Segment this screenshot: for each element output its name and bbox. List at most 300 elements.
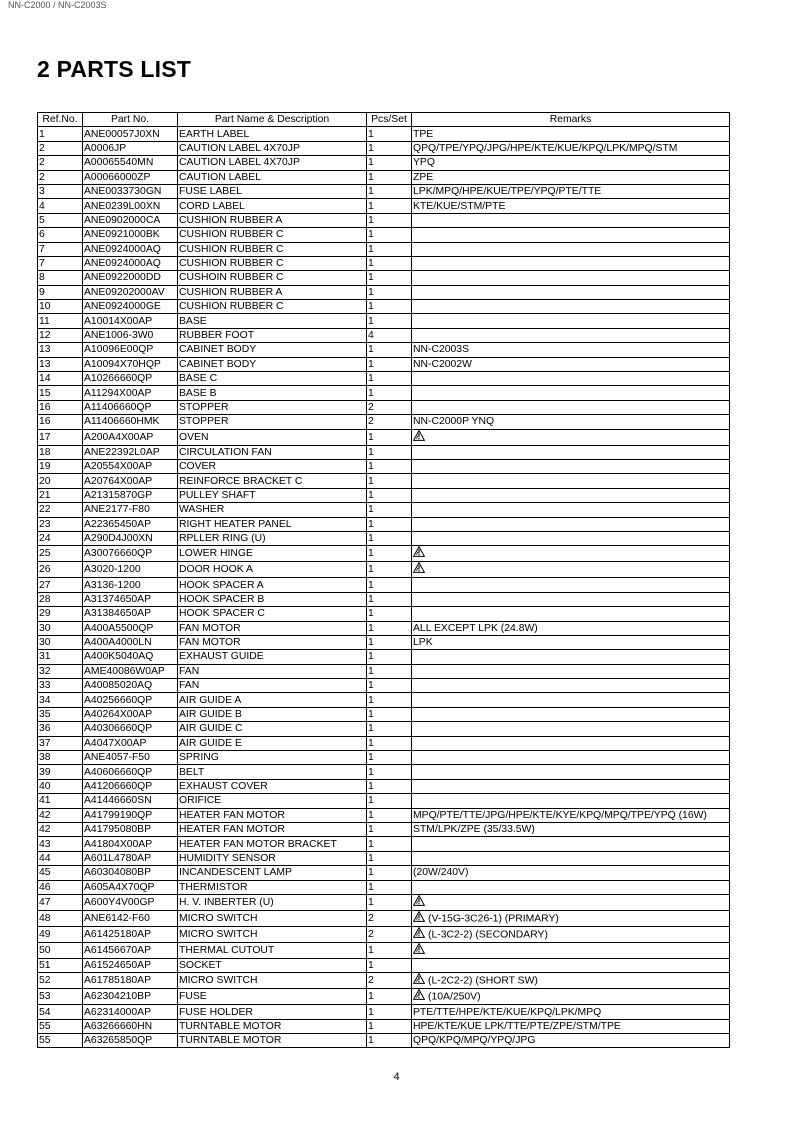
ref-no-cell: 32 xyxy=(38,664,83,678)
pcs-set-cell: 2 xyxy=(367,415,412,429)
ref-no-cell: 39 xyxy=(38,765,83,779)
part-no-cell: A61456670AP xyxy=(83,942,178,958)
part-no-cell: ANE0033730GN xyxy=(83,184,178,198)
table-row xyxy=(38,562,730,578)
part-no-cell: A40606660QP xyxy=(83,765,178,779)
part-no-cell: A31374650AP xyxy=(83,592,178,606)
table-row xyxy=(38,664,730,678)
remarks-cell xyxy=(412,415,730,429)
part-name-cell: HEATER FAN MOTOR xyxy=(178,808,367,822)
remarks-cell xyxy=(412,256,730,270)
ref-no-cell: 2 xyxy=(38,141,83,155)
pcs-set-cell: 1 xyxy=(367,851,412,865)
table-row xyxy=(38,851,730,865)
remarks-cell xyxy=(412,578,730,592)
ref-no-cell: 12 xyxy=(38,328,83,342)
pcs-set-cell: 1 xyxy=(367,184,412,198)
remarks-cell xyxy=(412,926,730,942)
ref-no-cell: 47 xyxy=(38,894,83,910)
remarks-text: ALL EXCEPT LPK (24.8W) xyxy=(413,622,538,634)
part-no-cell: A40256660QP xyxy=(83,693,178,707)
part-no-cell: A21315870GP xyxy=(83,488,178,502)
part-no-cell: A61425180AP xyxy=(83,926,178,942)
part-name-cell: MICRO SWITCH xyxy=(178,910,367,926)
pcs-set-cell: 1 xyxy=(367,141,412,155)
pcs-set-cell: 1 xyxy=(367,170,412,184)
pcs-set-cell: 1 xyxy=(367,1034,412,1048)
part-no-cell: A63265850QP xyxy=(83,1034,178,1048)
ref-no-cell: 18 xyxy=(38,445,83,459)
pcs-set-cell: 1 xyxy=(367,779,412,793)
page-number: 4 xyxy=(393,1071,400,1083)
pcs-set-cell: 1 xyxy=(367,578,412,592)
part-name-cell: CUSHION RUBBER C xyxy=(178,256,367,270)
table-row xyxy=(38,228,730,242)
pcs-set-cell: 1 xyxy=(367,607,412,621)
remarks-cell xyxy=(412,722,730,736)
part-no-cell: ANE09202000AV xyxy=(83,285,178,299)
warning-triangle-icon xyxy=(413,430,425,445)
part-name-cell: FAN MOTOR xyxy=(178,635,367,649)
remarks-cell xyxy=(412,517,730,531)
part-no-cell: A10096E00QP xyxy=(83,343,178,357)
column-header-part-no: Part No. xyxy=(83,113,178,127)
part-name-cell: FUSE HOLDER xyxy=(178,1005,367,1019)
remarks-text: HPE/KTE/KUE LPK/TTE/PTE/ZPE/STM/TPE xyxy=(413,1020,621,1032)
remarks-cell xyxy=(412,621,730,635)
table-row xyxy=(38,650,730,664)
part-no-cell: ANE0902000CA xyxy=(83,213,178,227)
warning-triangle-icon xyxy=(413,911,425,926)
remarks-cell xyxy=(412,156,730,170)
pcs-set-cell: 1 xyxy=(367,989,412,1005)
part-name-cell: CAUTION LABEL xyxy=(178,170,367,184)
part-name-cell: CUSHION RUBBER A xyxy=(178,285,367,299)
pcs-set-cell: 1 xyxy=(367,880,412,894)
part-name-cell: WASHER xyxy=(178,503,367,517)
table-row xyxy=(38,926,730,942)
remarks-cell xyxy=(412,343,730,357)
part-name-cell: AIR GUIDE E xyxy=(178,736,367,750)
table-row xyxy=(38,635,730,649)
ref-no-cell: 50 xyxy=(38,942,83,958)
remarks-cell xyxy=(412,607,730,621)
pcs-set-cell: 1 xyxy=(367,866,412,880)
part-name-cell: FAN MOTOR xyxy=(178,621,367,635)
pcs-set-cell: 1 xyxy=(367,562,412,578)
ref-no-cell: 20 xyxy=(38,474,83,488)
remarks-cell xyxy=(412,837,730,851)
pcs-set-cell: 1 xyxy=(367,314,412,328)
part-name-cell: LOWER HINGE xyxy=(178,546,367,562)
pcs-set-cell: 1 xyxy=(367,445,412,459)
part-no-cell: A10266660QP xyxy=(83,372,178,386)
remarks-cell xyxy=(412,973,730,989)
table-row xyxy=(38,357,730,371)
remarks-cell xyxy=(412,1034,730,1048)
remarks-text: QPQ/TPE/YPQ/JPG/HPE/KTE/KUE/KPQ/LPK/MPQ/STM xyxy=(413,142,678,154)
ref-no-cell: 19 xyxy=(38,459,83,473)
pcs-set-cell: 1 xyxy=(367,474,412,488)
table-row xyxy=(38,736,730,750)
pcs-set-cell: 1 xyxy=(367,459,412,473)
remarks-cell xyxy=(412,736,730,750)
part-name-cell: AIR GUIDE A xyxy=(178,693,367,707)
pcs-set-cell: 1 xyxy=(367,635,412,649)
table-header-row xyxy=(38,113,730,127)
part-name-cell: BASE C xyxy=(178,372,367,386)
table-row xyxy=(38,621,730,635)
pcs-set-cell: 1 xyxy=(367,343,412,357)
table-row xyxy=(38,765,730,779)
ref-no-cell: 25 xyxy=(38,546,83,562)
part-no-cell: A605A4X70QP xyxy=(83,880,178,894)
part-no-cell: A61785180AP xyxy=(83,973,178,989)
remarks-text: YPQ xyxy=(413,157,435,169)
remarks-cell xyxy=(412,199,730,213)
remarks-text: (L-2C2-2) (SHORT SW) xyxy=(428,975,538,987)
part-name-cell: CUSHION RUBBER C xyxy=(178,242,367,256)
table-row xyxy=(38,866,730,880)
part-no-cell: A3020-1200 xyxy=(83,562,178,578)
warning-triangle-icon xyxy=(413,927,425,942)
table-row xyxy=(38,488,730,502)
part-no-cell: ANE00057J0XN xyxy=(83,127,178,141)
warning-triangle-icon xyxy=(413,973,425,988)
part-no-cell: A11406660QP xyxy=(83,400,178,414)
part-no-cell: A40264X00AP xyxy=(83,707,178,721)
pcs-set-cell: 1 xyxy=(367,765,412,779)
remarks-cell xyxy=(412,664,730,678)
section-title: 2 PARTS LIST xyxy=(37,56,192,82)
part-no-cell: A41206660QP xyxy=(83,779,178,793)
remarks-cell xyxy=(412,170,730,184)
part-name-cell: RPLLER RING (U) xyxy=(178,531,367,545)
part-no-cell: A600Y4V00GP xyxy=(83,894,178,910)
ref-no-cell: 43 xyxy=(38,837,83,851)
table-row xyxy=(38,794,730,808)
pcs-set-cell: 1 xyxy=(367,285,412,299)
pcs-set-cell: 1 xyxy=(367,794,412,808)
remarks-cell xyxy=(412,794,730,808)
table-row xyxy=(38,328,730,342)
remarks-cell xyxy=(412,958,730,972)
table-row xyxy=(38,679,730,693)
table-row xyxy=(38,386,730,400)
part-no-cell: A00065540MN xyxy=(83,156,178,170)
part-name-cell: HOOK SPACER B xyxy=(178,592,367,606)
part-name-cell: CUSHION RUBBER C xyxy=(178,228,367,242)
remarks-cell xyxy=(412,808,730,822)
pcs-set-cell: 1 xyxy=(367,127,412,141)
table-row xyxy=(38,474,730,488)
ref-no-cell: 1 xyxy=(38,127,83,141)
pcs-set-cell: 1 xyxy=(367,808,412,822)
part-name-cell: AIR GUIDE B xyxy=(178,707,367,721)
pcs-set-cell: 1 xyxy=(367,429,412,445)
pcs-set-cell: 1 xyxy=(367,942,412,958)
remarks-text: NN-C2002W xyxy=(413,358,472,370)
ref-no-cell: 17 xyxy=(38,429,83,445)
part-name-cell: HEATER FAN MOTOR xyxy=(178,822,367,836)
part-name-cell: CABINET BODY xyxy=(178,357,367,371)
pcs-set-cell: 1 xyxy=(367,1005,412,1019)
part-no-cell: A41446660SN xyxy=(83,794,178,808)
part-no-cell: ANE1006-3W0 xyxy=(83,328,178,342)
ref-no-cell: 46 xyxy=(38,880,83,894)
column-header-remarks: Remarks xyxy=(412,113,730,127)
part-name-cell: BELT xyxy=(178,765,367,779)
table-row xyxy=(38,314,730,328)
remarks-cell xyxy=(412,141,730,155)
remarks-cell xyxy=(412,942,730,958)
table-row xyxy=(38,343,730,357)
table-row xyxy=(38,989,730,1005)
part-no-cell: A40306660QP xyxy=(83,722,178,736)
part-name-cell: STOPPER xyxy=(178,400,367,414)
part-name-cell: PULLEY SHAFT xyxy=(178,488,367,502)
part-no-cell: ANE0924000AQ xyxy=(83,256,178,270)
remarks-cell xyxy=(412,459,730,473)
ref-no-cell: 7 xyxy=(38,256,83,270)
pcs-set-cell: 2 xyxy=(367,926,412,942)
pcs-set-cell: 1 xyxy=(367,156,412,170)
ref-no-cell: 42 xyxy=(38,808,83,822)
warning-triangle-icon xyxy=(413,546,425,561)
part-no-cell: A60304080BP xyxy=(83,866,178,880)
part-no-cell: A00066000ZP xyxy=(83,170,178,184)
part-no-cell: A63266660HN xyxy=(83,1019,178,1033)
pcs-set-cell: 1 xyxy=(367,488,412,502)
table-row xyxy=(38,1019,730,1033)
part-name-cell: RIGHT HEATER PANEL xyxy=(178,517,367,531)
ref-no-cell: 2 xyxy=(38,156,83,170)
ref-no-cell: 15 xyxy=(38,386,83,400)
ref-no-cell: 26 xyxy=(38,562,83,578)
part-name-cell: BASE B xyxy=(178,386,367,400)
part-no-cell: ANE4057-F50 xyxy=(83,751,178,765)
remarks-cell xyxy=(412,503,730,517)
part-no-cell: A31384650AP xyxy=(83,607,178,621)
ref-no-cell: 40 xyxy=(38,779,83,793)
warning-triangle-icon xyxy=(413,895,425,910)
ref-no-cell: 38 xyxy=(38,751,83,765)
part-no-cell: ANE2177-F80 xyxy=(83,503,178,517)
table-row xyxy=(38,808,730,822)
pcs-set-cell: 4 xyxy=(367,328,412,342)
part-name-cell: STOPPER xyxy=(178,415,367,429)
column-header-ref-no: Ref.No. xyxy=(38,113,83,127)
ref-no-cell: 23 xyxy=(38,517,83,531)
pcs-set-cell: 1 xyxy=(367,1019,412,1033)
part-name-cell: FUSE xyxy=(178,989,367,1005)
table-row xyxy=(38,693,730,707)
ref-no-cell: 27 xyxy=(38,578,83,592)
part-no-cell: A41795080BP xyxy=(83,822,178,836)
remarks-cell xyxy=(412,866,730,880)
remarks-cell xyxy=(412,271,730,285)
part-name-cell: CAUTION LABEL 4X70JP xyxy=(178,156,367,170)
remarks-cell xyxy=(412,779,730,793)
remarks-cell xyxy=(412,213,730,227)
ref-no-cell: 13 xyxy=(38,343,83,357)
part-no-cell: A290D4J00XN xyxy=(83,531,178,545)
remarks-text: TPE xyxy=(413,128,434,140)
ref-no-cell: 6 xyxy=(38,228,83,242)
remarks-text: (10A/250V) xyxy=(428,991,481,1003)
table-row xyxy=(38,300,730,314)
remarks-cell xyxy=(412,386,730,400)
part-name-cell: CUSHION RUBBER C xyxy=(178,300,367,314)
remarks-cell xyxy=(412,894,730,910)
part-no-cell: A22365450AP xyxy=(83,517,178,531)
table-row xyxy=(38,910,730,926)
remarks-cell xyxy=(412,989,730,1005)
table-row xyxy=(38,459,730,473)
remarks-cell xyxy=(412,751,730,765)
part-name-cell: CUSHION RUBBER A xyxy=(178,213,367,227)
ref-no-cell: 13 xyxy=(38,357,83,371)
remarks-cell xyxy=(412,562,730,578)
parts-table xyxy=(37,112,730,1048)
part-name-cell: CIRCULATION FAN xyxy=(178,445,367,459)
remarks-cell xyxy=(412,127,730,141)
warning-triangle-icon xyxy=(413,943,425,958)
part-name-cell: H. V. INBERTER (U) xyxy=(178,894,367,910)
table-row xyxy=(38,445,730,459)
table-row xyxy=(38,722,730,736)
remarks-cell xyxy=(412,635,730,649)
remarks-cell xyxy=(412,242,730,256)
ref-no-cell: 55 xyxy=(38,1019,83,1033)
ref-no-cell: 51 xyxy=(38,958,83,972)
table-row xyxy=(38,503,730,517)
part-no-cell: ANE6142-F60 xyxy=(83,910,178,926)
part-no-cell: A40085020AQ xyxy=(83,679,178,693)
part-name-cell: REINFORCE BRACKET C xyxy=(178,474,367,488)
part-name-cell: AIR GUIDE C xyxy=(178,722,367,736)
ref-no-cell: 54 xyxy=(38,1005,83,1019)
ref-no-cell: 33 xyxy=(38,679,83,693)
ref-no-cell: 29 xyxy=(38,607,83,621)
table-row xyxy=(38,415,730,429)
part-name-cell: COVER xyxy=(178,459,367,473)
ref-no-cell: 55 xyxy=(38,1034,83,1048)
remarks-text: (V-15G-3C26-1) (PRIMARY) xyxy=(428,913,559,925)
part-no-cell: AME40086W0AP xyxy=(83,664,178,678)
ref-no-cell: 37 xyxy=(38,736,83,750)
ref-no-cell: 36 xyxy=(38,722,83,736)
pcs-set-cell: 1 xyxy=(367,592,412,606)
part-no-cell: A30076660QP xyxy=(83,546,178,562)
remarks-cell xyxy=(412,880,730,894)
pcs-set-cell: 1 xyxy=(367,271,412,285)
remarks-text: PTE/TTE/HPE/KTE/KUE/KPQ/LPK/MPQ xyxy=(413,1006,602,1018)
remarks-cell xyxy=(412,300,730,314)
warning-triangle-icon xyxy=(413,989,425,1004)
remarks-cell xyxy=(412,693,730,707)
remarks-cell xyxy=(412,531,730,545)
table-row xyxy=(38,141,730,155)
pcs-set-cell: 1 xyxy=(367,256,412,270)
ref-no-cell: 41 xyxy=(38,794,83,808)
ref-no-cell: 30 xyxy=(38,621,83,635)
ref-no-cell: 53 xyxy=(38,989,83,1005)
table-row xyxy=(38,880,730,894)
remarks-cell xyxy=(412,184,730,198)
ref-no-cell: 52 xyxy=(38,973,83,989)
part-no-cell: A62314000AP xyxy=(83,1005,178,1019)
table-row xyxy=(38,707,730,721)
remarks-cell xyxy=(412,372,730,386)
table-row xyxy=(38,156,730,170)
table-row xyxy=(38,592,730,606)
part-no-cell: ANE0924000GE xyxy=(83,300,178,314)
part-no-cell: A400A5500QP xyxy=(83,621,178,635)
pcs-set-cell: 1 xyxy=(367,372,412,386)
part-no-cell: A4047X00AP xyxy=(83,736,178,750)
part-name-cell: CAUTION LABEL 4X70JP xyxy=(178,141,367,155)
table-row xyxy=(38,170,730,184)
remarks-text: STM/LPK/ZPE (35/33.5W) xyxy=(413,824,535,836)
pcs-set-cell: 1 xyxy=(367,707,412,721)
remarks-text: (20W/240V) xyxy=(413,867,469,879)
table-row xyxy=(38,546,730,562)
ref-no-cell: 22 xyxy=(38,503,83,517)
pcs-set-cell: 1 xyxy=(367,693,412,707)
part-name-cell: FUSE LABEL xyxy=(178,184,367,198)
table-row xyxy=(38,607,730,621)
part-name-cell: BASE xyxy=(178,314,367,328)
ref-no-cell: 42 xyxy=(38,822,83,836)
pcs-set-cell: 1 xyxy=(367,503,412,517)
remarks-cell xyxy=(412,314,730,328)
pcs-set-cell: 1 xyxy=(367,894,412,910)
part-no-cell: ANE0922000DD xyxy=(83,271,178,285)
ref-no-cell: 48 xyxy=(38,910,83,926)
part-name-cell: EXHAUST GUIDE xyxy=(178,650,367,664)
remarks-text: ZPE xyxy=(413,171,434,183)
ref-no-cell: 16 xyxy=(38,400,83,414)
remarks-cell xyxy=(412,488,730,502)
table-row xyxy=(38,271,730,285)
table-row xyxy=(38,578,730,592)
part-name-cell: FAN xyxy=(178,679,367,693)
part-name-cell: HEATER FAN MOTOR BRACKET xyxy=(178,837,367,851)
table-row xyxy=(38,242,730,256)
table-row xyxy=(38,942,730,958)
pcs-set-cell: 1 xyxy=(367,228,412,242)
pcs-set-cell: 1 xyxy=(367,958,412,972)
table-row xyxy=(38,779,730,793)
part-no-cell: A3136-1200 xyxy=(83,578,178,592)
remarks-cell xyxy=(412,1019,730,1033)
ref-no-cell: 34 xyxy=(38,693,83,707)
table-row xyxy=(38,400,730,414)
remarks-cell xyxy=(412,1005,730,1019)
part-name-cell: ORIFICE xyxy=(178,794,367,808)
ref-no-cell: 28 xyxy=(38,592,83,606)
table-row xyxy=(38,958,730,972)
pcs-set-cell: 1 xyxy=(367,664,412,678)
table-row xyxy=(38,372,730,386)
pcs-set-cell: 2 xyxy=(367,400,412,414)
part-name-cell: TURNTABLE MOTOR xyxy=(178,1034,367,1048)
part-name-cell: INCANDESCENT LAMP xyxy=(178,866,367,880)
table-row xyxy=(38,517,730,531)
table-row xyxy=(38,429,730,445)
ref-no-cell: 10 xyxy=(38,300,83,314)
